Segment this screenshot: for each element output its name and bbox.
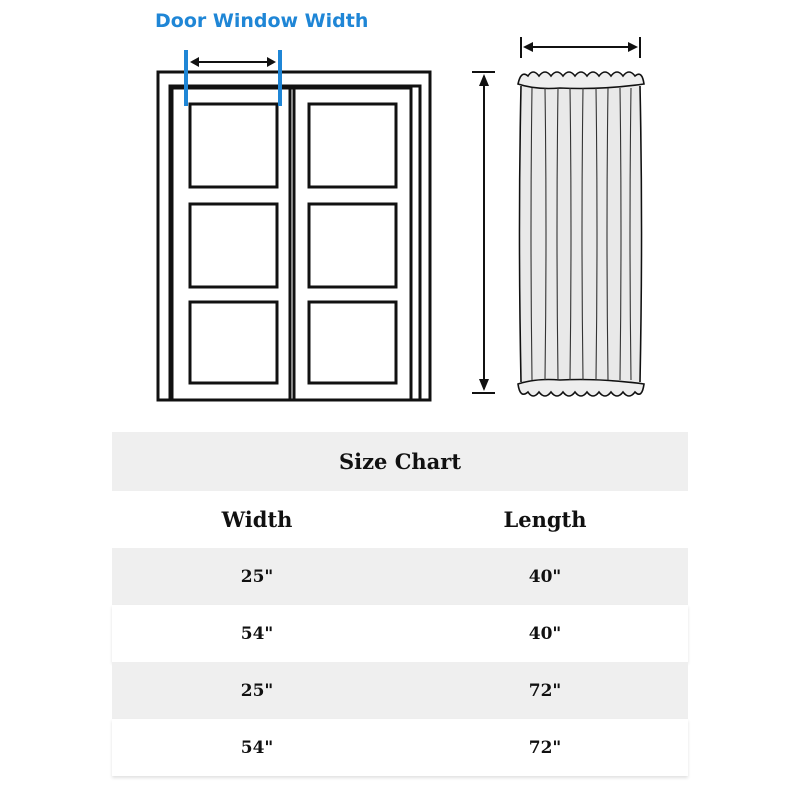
- length-cell: 72": [528, 737, 562, 758]
- column-header-length: Length: [503, 507, 587, 532]
- length-cell: 40": [528, 566, 562, 587]
- table-row: [112, 662, 688, 719]
- door-window-width-label: Door Window Width: [155, 10, 369, 32]
- length-cell: 72": [528, 680, 562, 701]
- width-cell: 54": [240, 737, 274, 758]
- curtain-length-arrow: [472, 72, 495, 393]
- curtain-panel-drawing: [518, 72, 644, 396]
- french-door-drawing: [158, 72, 430, 400]
- size-chart-table: [112, 432, 688, 776]
- width-cell: 54": [240, 623, 274, 644]
- width-cell: 25": [240, 566, 274, 587]
- table-row: [112, 548, 688, 605]
- size-chart-title: Size Chart: [112, 432, 688, 491]
- length-cell: 40": [528, 623, 562, 644]
- column-header-width: Width: [221, 507, 293, 532]
- width-cell: 25": [240, 680, 274, 701]
- size-chart-header-row: [112, 491, 688, 548]
- table-row: [112, 719, 688, 776]
- curtain-width-arrow: [521, 37, 640, 58]
- table-row: [112, 605, 688, 662]
